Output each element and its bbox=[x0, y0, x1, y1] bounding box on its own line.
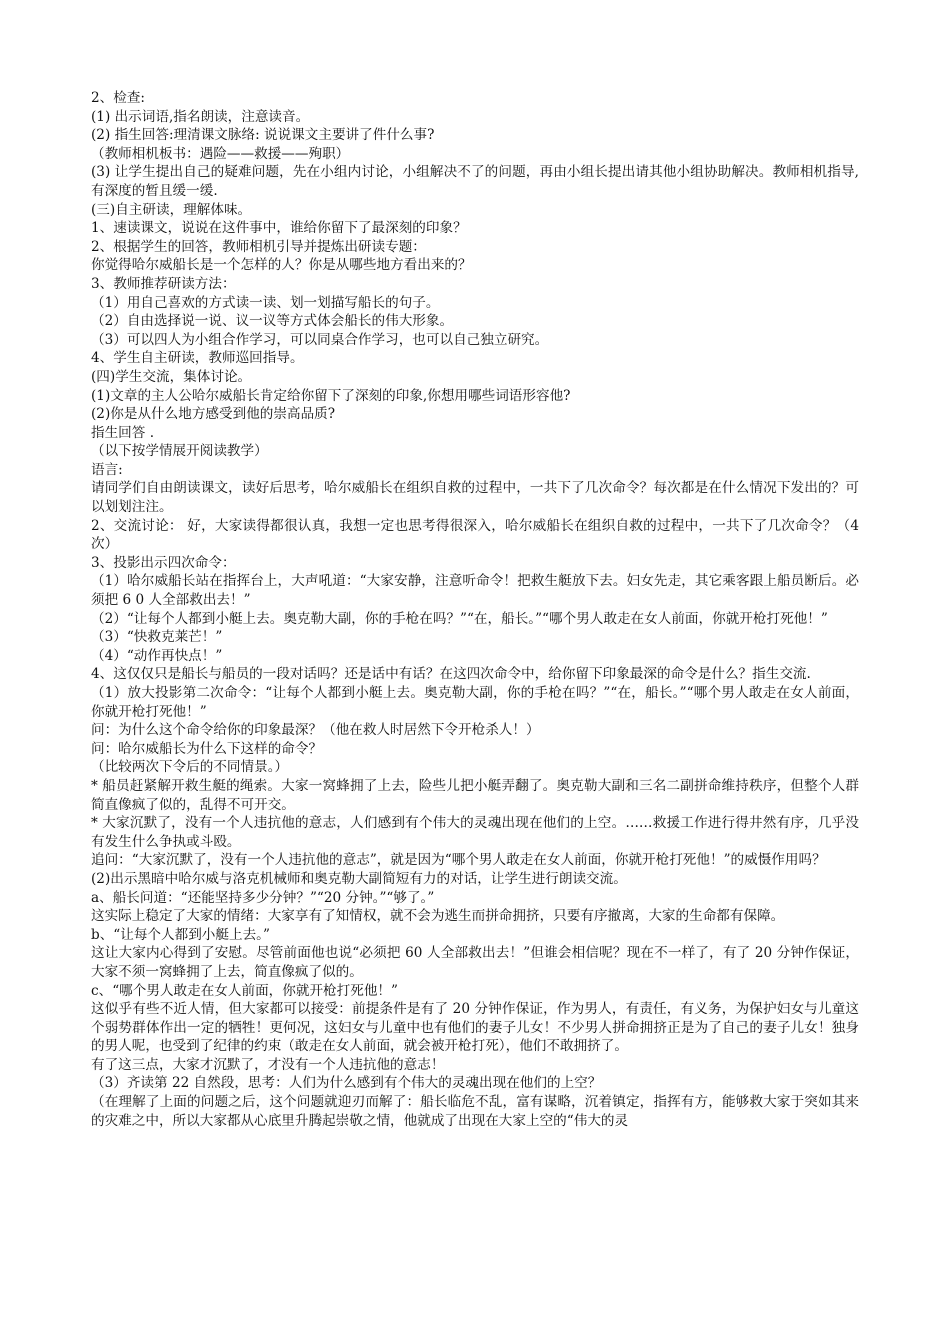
paragraph: (1)文章的主人公哈尔威船长肯定给你留下了深刻的印象,你想用哪些词语形容他? bbox=[91, 387, 571, 404]
paragraph: 3、投影出示四次命令： bbox=[91, 554, 236, 571]
paragraph: c、“哪个男人敢走在女人前面，你就开枪打死他！” bbox=[91, 982, 398, 999]
paragraph: 问：哈尔威船长为什么下这样的命令？ bbox=[91, 740, 323, 757]
paragraph: 指生回答 . bbox=[91, 424, 155, 441]
paragraph: 问：为什么这个命令给你的印象最深？（他在救人时居然下令开枪杀人！） bbox=[91, 722, 540, 739]
paragraph: (2)出示黑暗中哈尔威与洛克机械师和奥克勒大副简短有力的对话，让学生进行朗读交流。 bbox=[91, 870, 627, 887]
paragraph: (2)你是从什么地方感受到他的崇高品质? bbox=[91, 406, 336, 423]
paragraph: （比较两次下令后的不同情景。） bbox=[91, 759, 289, 776]
paragraph: （教师相机板书：遇险——救援——殉职） bbox=[91, 145, 350, 162]
paragraph: （以下按学情展开阅读教学） bbox=[91, 443, 268, 460]
document-page bbox=[91, 89, 859, 1130]
paragraph: （在理解了上面的问题之后，这个问题就迎刃而解了：船长临危不乱，富有谋略，沉着镇定，指挥有方，能够救大家于突如其来的灾难之中，所以大家都从心底里升腾起崇敬之情，他就成了出现在大家上空的“伟大的灵 bbox=[91, 1094, 859, 1129]
paragraph: (2) 指生回答:理清课文脉络: 说说课文主要讲了件什么事? bbox=[91, 127, 435, 144]
paragraph: 这让大家内心得到了安慰。尽管前面他也说“必须把 60 人全部救出去！”但谁会相信呢？现在不一样了，有了 20 分钟作保证，大家不须一窝蜂拥了上去，简直像疯了似的。 bbox=[91, 945, 859, 980]
paragraph: （3）齐读第 22 自然段，思考：人们为什么感到有个伟大的灵魂出现在他们的上空？ bbox=[91, 1075, 602, 1092]
paragraph: 4、这仅仅只是船长与船员的一段对话吗？还是话中有话？在这四次命令中，给你留下印象最深的命令是什么？指生交流. bbox=[91, 666, 811, 683]
paragraph: （2）“让每个人都到小艇上去。奥克勒大副，你的手枪在吗？”“在，船长。”“哪个男人敢走在女人前面，你就开枪打死他！” bbox=[91, 610, 828, 627]
paragraph: （1）用自己喜欢的方式读一读、划一划描写船长的句子。 bbox=[91, 294, 440, 311]
paragraph: （3）“快救克莱芒！” bbox=[91, 629, 223, 646]
paragraph: 请同学们自由朗读课文，读好后思考，哈尔威船长在组织自救的过程中，一共下了几次命令？每次都是在什么情况下发出的？可以划划注注。 bbox=[91, 480, 859, 516]
paragraph: 你觉得哈尔威船长是一个怎样的人？你是从哪些地方看出来的？ bbox=[91, 257, 472, 274]
paragraph: * 大家沉默了，没有一个人违抗他的意志，人们感到有个伟大的灵魂出现在他们的上空。……救援工作进行得井然有序，几乎没有发生什么争执或斗殴。 bbox=[91, 815, 859, 850]
paragraph: （4）“动作再快点！” bbox=[91, 647, 223, 664]
paragraph: 2、交流讨论： 好，大家读得都很认真，我想一定也思考得很深入，哈尔威船长在组织自救的过程中，一共下了几次命令？（4 次） bbox=[91, 517, 859, 553]
paragraph: (四)学生交流，集体讨论。 bbox=[91, 368, 252, 385]
paragraph: （1）哈尔威船长站在指挥台上，大声吼道：“大家安静，注意听命令！把救生艇放下去。妇女先走，其它乘客跟上船员断后。必须把 6 0 人全部救出去！” bbox=[91, 573, 859, 609]
paragraph: 追问：“大家沉默了，没有一个人违抗他的意志”，就是因为“哪个男人敢走在女人前面，你就开枪打死他！”的威慑作用吗？ bbox=[91, 852, 826, 869]
paragraph: 2、检查: bbox=[91, 90, 146, 106]
paragraph: 4、学生自主研读，教师巡回指导。 bbox=[91, 350, 304, 367]
paragraph: a、船长问道：“还能坚持多少分钟？”“20 分钟。”“够了。” bbox=[91, 889, 435, 906]
paragraph: (三)自主研读，理解体味。 bbox=[91, 201, 252, 218]
paragraph: (3) 让学生提出自己的疑难问题，先在小组内讨论，小组解决不了的问题，再由小组长提出请其他小组协助解决。教师相机指导,有深度的暂且缓一缓. bbox=[91, 164, 859, 199]
paragraph: 有了这三点，大家才沉默了，才没有一个人违抗他的意志！ bbox=[91, 1056, 445, 1073]
paragraph: （1）放大投影第二次命令：“让每个人都到小艇上去。奥克勒大副，你的手枪在吗？”“在，船长。”“哪个男人敢走在女人前面，你就开枪打死他！” bbox=[91, 685, 859, 720]
paragraph: 3、教师推荐研读方法： bbox=[91, 275, 236, 292]
paragraph: （3）可以四人为小组合作学习，可以同桌合作学习，也可以自己独立研究。 bbox=[91, 331, 549, 348]
paragraph: 1、速读课文，说说在这件事中，谁给你留下了最深刻的印象？ bbox=[91, 220, 467, 237]
paragraph: （2）自由选择说一说、议一议等方式体会船长的伟大形象。 bbox=[91, 313, 454, 330]
paragraph: * 船员赶紧解开救生艇的绳索。大家一窝蜂拥了上去，险些儿把小艇弄翻了。奥克勒大副和三名二副拼命维持秩序，但整个人群简直像疯了似的，乱得不可开交。 bbox=[91, 777, 859, 813]
paragraph: 语言: bbox=[91, 461, 123, 478]
paragraph: (1) 出示词语,指名朗读，注意读音。 bbox=[91, 108, 310, 125]
paragraph: 2、根据学生的回答，教师相机引导并提炼出研读专题： bbox=[91, 238, 426, 255]
paragraph: b、“让每个人都到小艇上去。” bbox=[91, 926, 270, 943]
paragraph: 这实际上稳定了大家的情绪：大家享有了知情权，就不会为逃生而拼命拥挤，只要有序撤离，大家的生命都有保障。 bbox=[91, 908, 785, 925]
paragraph: 这似乎有些不近人情，但大家都可以接受：前提条件是有了 20 分钟作保证，作为男人，有责任，有义务，为保护妇女与儿童这个弱势群体作出一定的牺牲！更何况，这妇女与儿童中也有他们的妻子儿女！不少男人拼命拥挤正是为了自己的妻子儿女！独身的男人呢，也受到了纪律的约束（敢走在女人前面，就会被开枪打死），他们不敢拥挤了。 bbox=[91, 1001, 859, 1055]
